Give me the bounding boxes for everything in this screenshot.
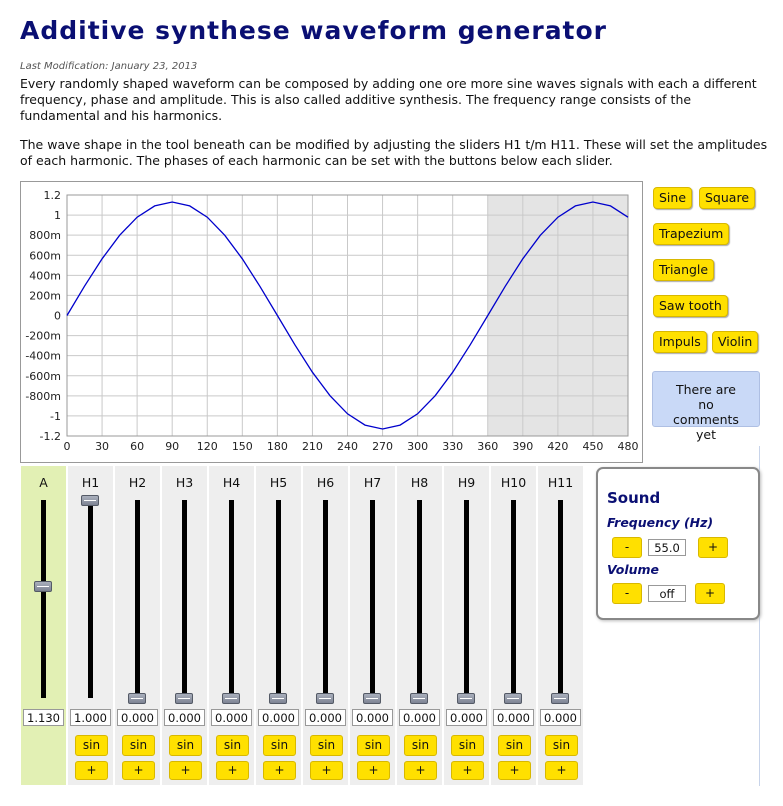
slider-track[interactable] bbox=[370, 500, 375, 698]
slider-track[interactable] bbox=[417, 500, 422, 698]
slider-value-field[interactable]: 1.000 bbox=[70, 709, 111, 726]
intro-paragraph: Every randomly shaped waveform can be composed by adding one ore more sine waves signals with each a different frequency, phase and amplitude. This is also called additive synthesis. The frequency range consists of the fundamental and his harmonics. bbox=[20, 76, 757, 123]
slider-track[interactable] bbox=[558, 500, 563, 698]
slider-thumb[interactable] bbox=[410, 693, 428, 704]
x-tick-label: 450 bbox=[582, 440, 604, 453]
frequency-minus-button[interactable]: - bbox=[612, 537, 642, 558]
x-tick-label: 90 bbox=[165, 440, 180, 453]
x-tick-label: 300 bbox=[407, 440, 429, 453]
x-tick-label: 0 bbox=[63, 440, 71, 453]
comments-line: There are bbox=[676, 382, 736, 397]
y-tick-label: -800m bbox=[25, 389, 61, 403]
y-tick-label: 600m bbox=[29, 249, 61, 263]
volume-plus-button[interactable]: + bbox=[695, 583, 725, 604]
x-tick-label: 30 bbox=[95, 440, 110, 453]
slider-track[interactable] bbox=[323, 500, 328, 698]
phase-sin-button[interactable]: sin bbox=[451, 735, 484, 756]
y-tick-label: -1 bbox=[50, 409, 61, 423]
harmonic-column-h4 bbox=[209, 466, 254, 785]
harmonic-column-h8 bbox=[397, 466, 442, 785]
preset-sawtooth-button[interactable]: Saw tooth bbox=[653, 295, 728, 317]
slider-thumb[interactable] bbox=[457, 693, 475, 704]
slider-value-field[interactable]: 0.000 bbox=[258, 709, 299, 726]
slider-track[interactable] bbox=[182, 500, 187, 698]
slider-value-field[interactable]: 0.000 bbox=[446, 709, 487, 726]
slider-thumb[interactable] bbox=[34, 581, 52, 592]
slider-label: H3 bbox=[175, 475, 194, 490]
slider-thumb[interactable] bbox=[504, 693, 522, 704]
volume-label: Volume bbox=[607, 562, 660, 577]
amplitude-slider-column bbox=[21, 466, 66, 785]
y-tick-label: -400m bbox=[25, 349, 61, 363]
slider-mixer bbox=[21, 466, 584, 785]
slider-thumb[interactable] bbox=[222, 693, 240, 704]
volume-minus-button[interactable]: - bbox=[612, 583, 642, 604]
phase-plus-button[interactable]: + bbox=[451, 761, 484, 780]
comments-line: comments bbox=[673, 412, 739, 427]
slider-track[interactable] bbox=[41, 500, 46, 698]
x-tick-label: 60 bbox=[130, 440, 145, 453]
phase-sin-button[interactable]: sin bbox=[545, 735, 578, 756]
phase-plus-button[interactable]: + bbox=[263, 761, 296, 780]
slider-value-field[interactable]: 0.000 bbox=[352, 709, 393, 726]
y-tick-label: 400m bbox=[29, 269, 61, 283]
preset-impuls-button[interactable]: Impuls bbox=[653, 331, 707, 353]
slider-label: H6 bbox=[316, 475, 335, 490]
preset-sine-button[interactable]: Sine bbox=[653, 187, 692, 209]
y-tick-label: -200m bbox=[25, 329, 61, 343]
slider-thumb[interactable] bbox=[363, 693, 381, 704]
phase-plus-button[interactable]: + bbox=[545, 761, 578, 780]
harmonic-column-h2 bbox=[115, 466, 160, 785]
preset-violin-button[interactable]: Violin bbox=[712, 331, 758, 353]
slider-label: H10 bbox=[500, 475, 527, 490]
comments-line: no bbox=[698, 397, 714, 412]
harmonic-column-h6 bbox=[303, 466, 348, 785]
y-tick-label: 200m bbox=[29, 289, 61, 303]
harmonic-column-h10 bbox=[491, 466, 536, 785]
slider-label: H9 bbox=[457, 475, 476, 490]
frequency-label: Frequency (Hz) bbox=[607, 515, 714, 530]
slider-value-field[interactable]: 0.000 bbox=[540, 709, 581, 726]
frequency-field[interactable]: 55.0 bbox=[648, 539, 686, 556]
x-tick-label: 420 bbox=[547, 440, 569, 453]
harmonic-column-h1 bbox=[68, 466, 113, 785]
slider-value-field[interactable]: 1.130 bbox=[23, 709, 64, 726]
phase-plus-button[interactable]: + bbox=[310, 761, 343, 780]
phase-plus-button[interactable]: + bbox=[122, 761, 155, 780]
slider-thumb[interactable] bbox=[81, 495, 99, 506]
slider-value-field[interactable]: 0.000 bbox=[164, 709, 205, 726]
x-tick-label: 390 bbox=[512, 440, 534, 453]
waveform-plot bbox=[21, 182, 642, 462]
slider-value-field[interactable]: 0.000 bbox=[493, 709, 534, 726]
harmonic-column-h9 bbox=[444, 466, 489, 785]
harmonic-column-h11 bbox=[538, 466, 583, 785]
phase-sin-button[interactable]: sin bbox=[404, 735, 437, 756]
x-tick-label: 240 bbox=[337, 440, 358, 453]
phase-plus-button[interactable]: + bbox=[404, 761, 437, 780]
y-tick-label: 1.2 bbox=[43, 189, 61, 202]
last-modified: Last Modification: January 23, 2013 bbox=[20, 61, 198, 72]
y-tick-label: 0 bbox=[54, 309, 61, 323]
x-tick-label: 270 bbox=[372, 440, 394, 453]
slider-track[interactable] bbox=[276, 500, 281, 698]
x-tick-label: 480 bbox=[617, 440, 639, 453]
preset-trapezium-button[interactable]: Trapezium bbox=[653, 223, 729, 245]
waveform-chart bbox=[20, 181, 643, 463]
slider-value-field[interactable]: 0.000 bbox=[211, 709, 252, 726]
slider-value-field[interactable]: 0.000 bbox=[305, 709, 346, 726]
phase-sin-button[interactable]: sin bbox=[75, 735, 108, 756]
slider-thumb[interactable] bbox=[551, 693, 569, 704]
slider-label: H2 bbox=[128, 475, 147, 490]
x-tick-label: 180 bbox=[266, 440, 288, 453]
x-tick-label: 120 bbox=[196, 440, 218, 453]
y-tick-label: -1.2 bbox=[39, 430, 61, 443]
phase-sin-button[interactable]: sin bbox=[122, 735, 155, 756]
slider-label: H7 bbox=[363, 475, 382, 490]
phase-plus-button[interactable]: + bbox=[169, 761, 202, 780]
phase-sin-button[interactable]: sin bbox=[310, 735, 343, 756]
comments-line: yet bbox=[696, 427, 716, 442]
slider-track[interactable] bbox=[135, 500, 140, 698]
harmonic-column-h3 bbox=[162, 466, 207, 785]
comments-box bbox=[652, 371, 760, 442]
slider-track[interactable] bbox=[464, 500, 469, 698]
x-tick-label: 360 bbox=[477, 440, 499, 453]
slider-value-field[interactable]: 0.000 bbox=[117, 709, 158, 726]
volume-field[interactable]: off bbox=[648, 585, 686, 602]
x-tick-label: 210 bbox=[301, 440, 323, 453]
slider-label: H5 bbox=[269, 475, 288, 490]
slider-label: H8 bbox=[410, 475, 429, 490]
slider-value-field[interactable]: 0.000 bbox=[399, 709, 440, 726]
slider-label: H4 bbox=[222, 475, 241, 490]
slider-label: H11 bbox=[547, 475, 574, 490]
phase-sin-button[interactable]: sin bbox=[357, 735, 390, 756]
slider-thumb[interactable] bbox=[175, 693, 193, 704]
slider-track[interactable] bbox=[511, 500, 516, 698]
slider-track[interactable] bbox=[88, 500, 93, 698]
slider-track[interactable] bbox=[229, 500, 234, 698]
phase-sin-button[interactable]: sin bbox=[498, 735, 531, 756]
harmonic-column-h7 bbox=[350, 466, 395, 785]
slider-label: A bbox=[39, 475, 48, 490]
slider-label: H1 bbox=[81, 475, 100, 490]
phase-plus-button[interactable]: + bbox=[357, 761, 390, 780]
phase-plus-button[interactable]: + bbox=[75, 761, 108, 780]
description-paragraph: The wave shape in the tool beneath can be modified by adjusting the sliders H1 t/m H11. These will set the amplitudes of each harmonic. The phases of each harmonic can be set with the buttons below each slider. bbox=[20, 137, 768, 168]
preset-square-button[interactable]: Square bbox=[699, 187, 755, 209]
preset-triangle-button[interactable]: Triangle bbox=[653, 259, 714, 281]
y-tick-label: 1 bbox=[54, 209, 61, 223]
phase-plus-button[interactable]: + bbox=[216, 761, 249, 780]
phase-plus-button[interactable]: + bbox=[498, 761, 531, 780]
slider-thumb[interactable] bbox=[128, 693, 146, 704]
y-tick-label: -600m bbox=[25, 369, 61, 383]
frequency-plus-button[interactable]: + bbox=[698, 537, 728, 558]
page-title: Additive synthese waveform generator bbox=[20, 16, 608, 45]
x-tick-label: 330 bbox=[442, 440, 464, 453]
sound-title: Sound bbox=[607, 489, 661, 507]
y-tick-label: 800m bbox=[29, 229, 61, 243]
sound-panel bbox=[596, 467, 760, 620]
phase-sin-button[interactable]: sin bbox=[263, 735, 296, 756]
harmonic-column-h5 bbox=[256, 466, 301, 785]
slider-thumb[interactable] bbox=[316, 693, 334, 704]
slider-thumb[interactable] bbox=[269, 693, 287, 704]
x-tick-label: 150 bbox=[231, 440, 253, 453]
phase-sin-button[interactable]: sin bbox=[216, 735, 249, 756]
phase-sin-button[interactable]: sin bbox=[169, 735, 202, 756]
